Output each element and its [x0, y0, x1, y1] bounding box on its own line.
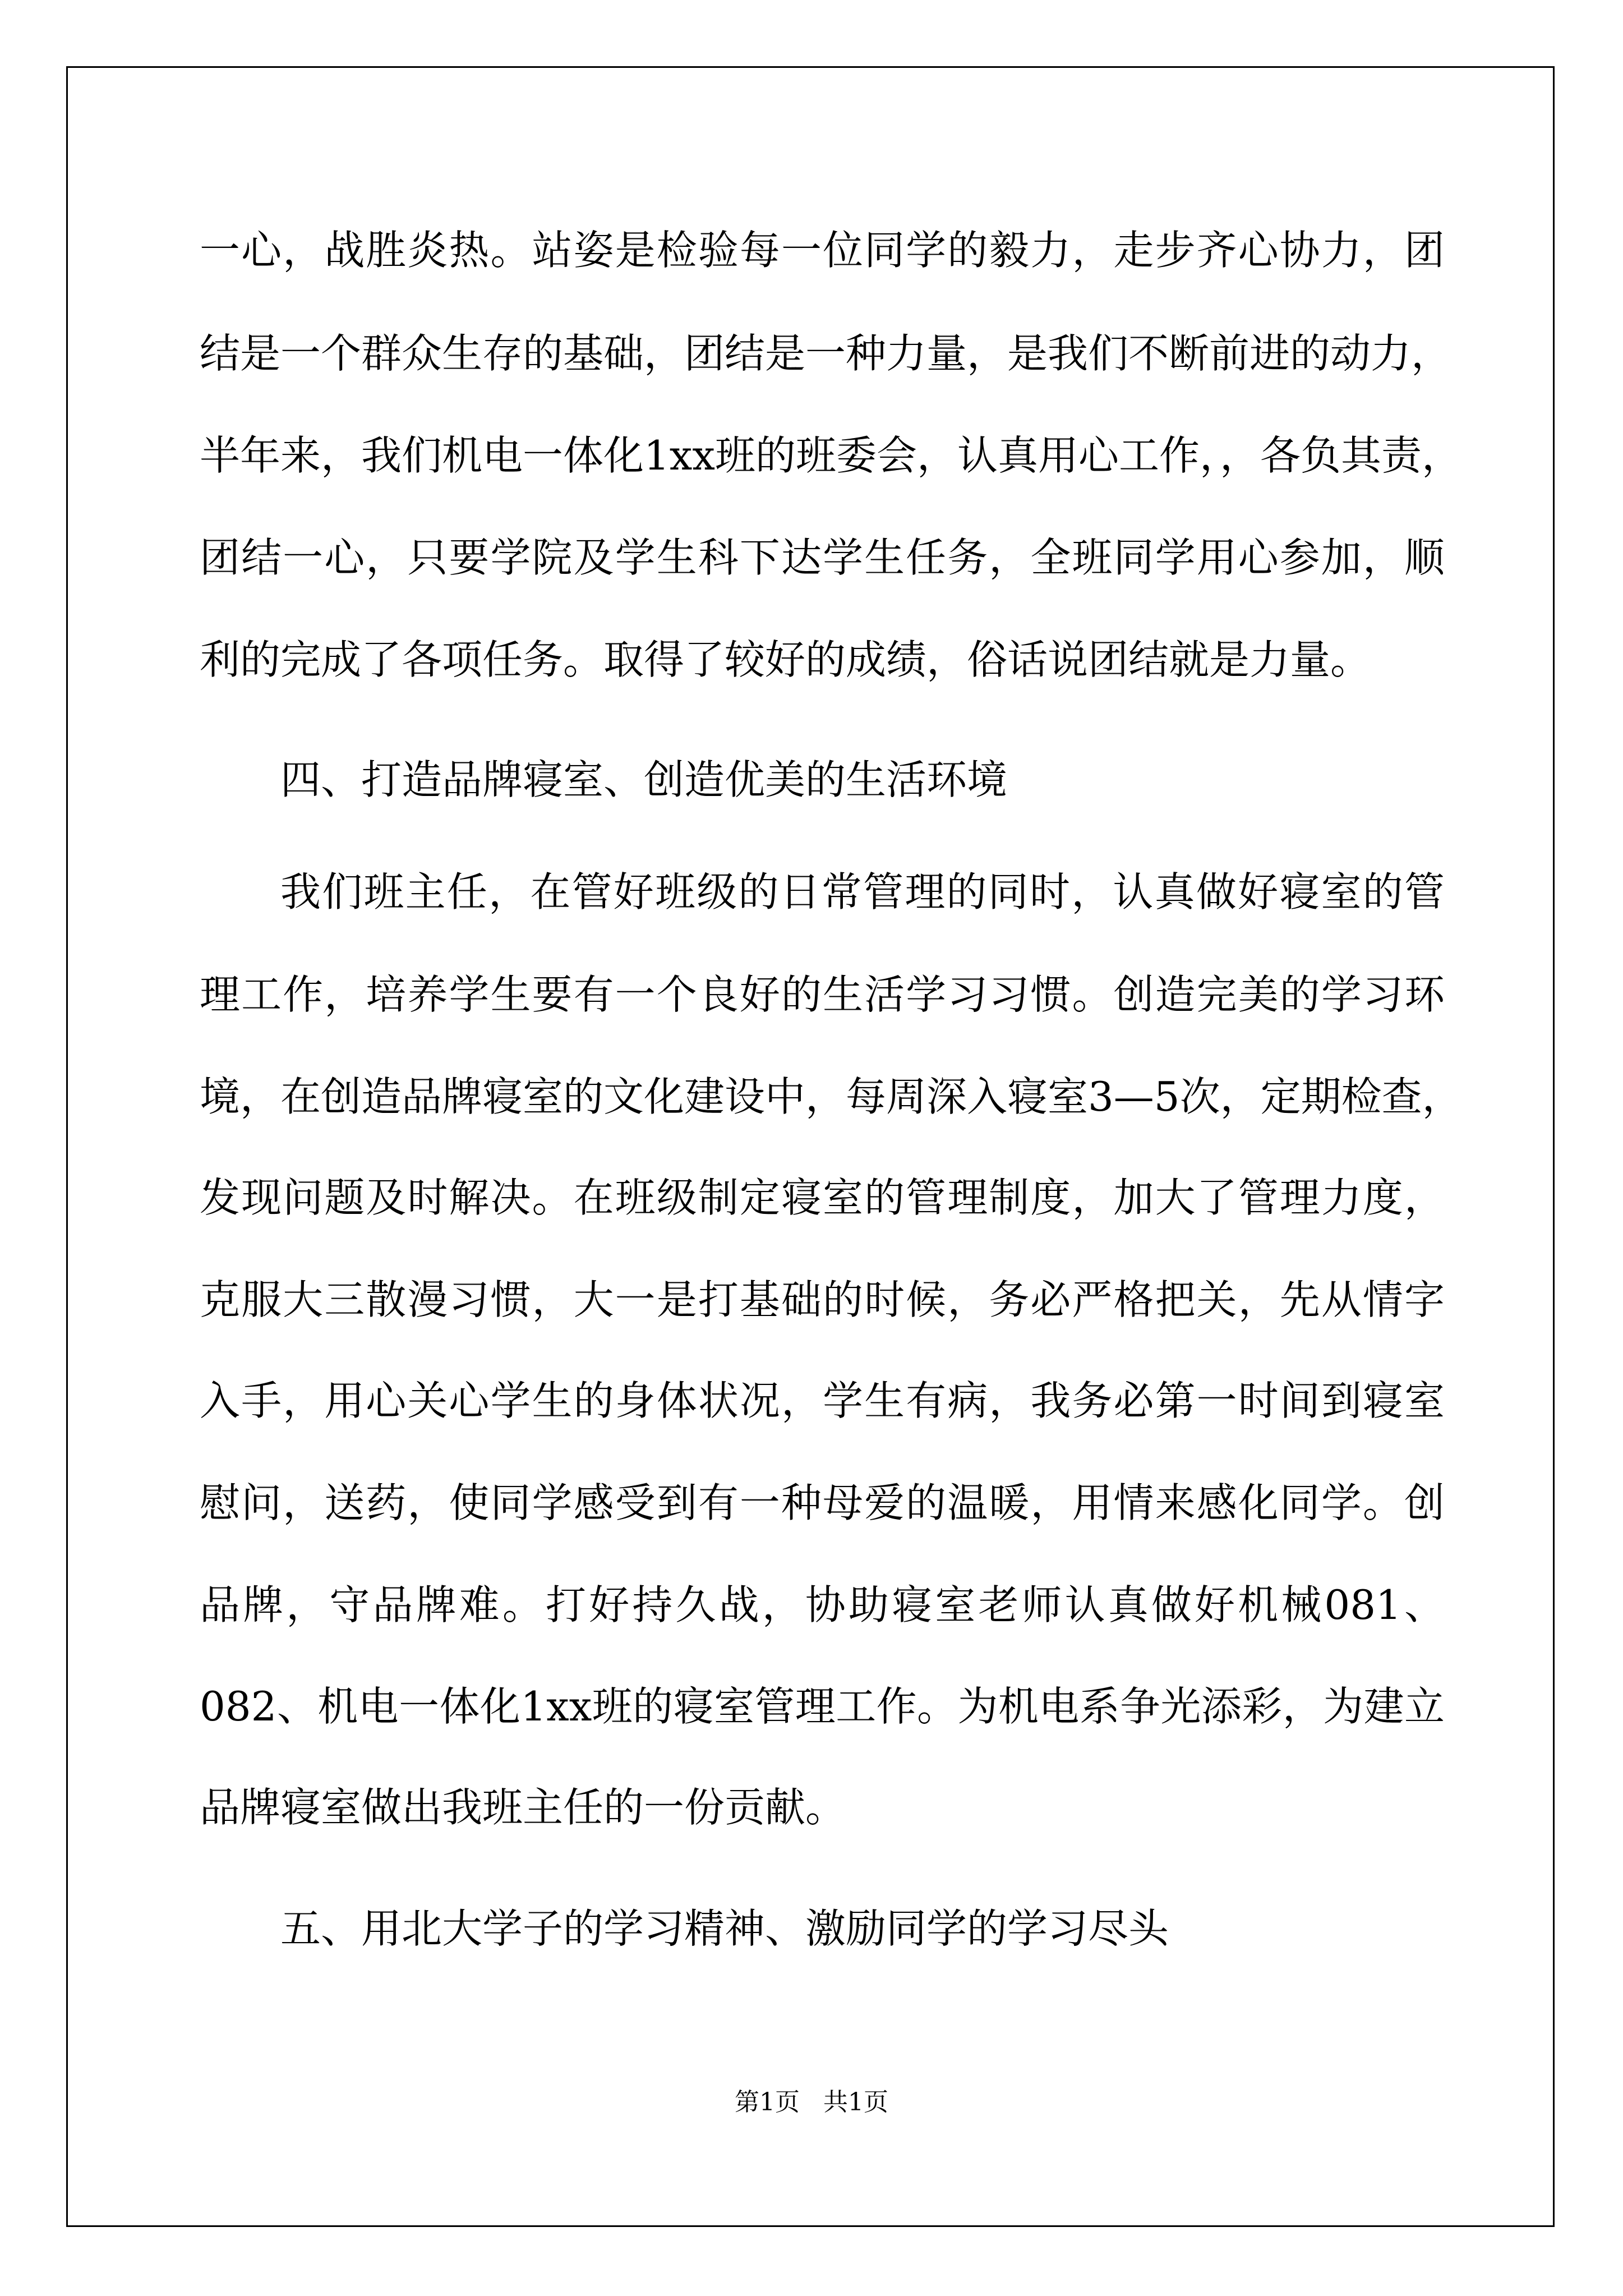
section-heading: 五、用北大学子的学习精神、激励同学的学习尽头 [280, 1905, 1169, 1952]
body-text-line: 品牌寝室做出我班主任的一份贡献。 [200, 1784, 846, 1831]
body-text-line: 082、机电一体化1xx班的寝室管理工作。为机电系争光添彩，为建立 [200, 1683, 1445, 1730]
body-text-line: 入手，用心关心学生的身体状况，学生有病，我务必第一时间到寝室 [200, 1377, 1445, 1424]
body-text-line: 发现问题及时解决。在班级制定寝室的管理制度，加大了管理力度， [200, 1174, 1445, 1221]
section-heading: 四、打造品牌寝室、创造优美的生活环境 [280, 756, 1008, 803]
body-text-line: 境，在创造品牌寝室的文化建设中，每周深入寝室3—5次，定期检查， [200, 1073, 1463, 1120]
body-text-line: 品牌，守品牌难。打好持久战，协助寝室老师认真做好机械081、 [200, 1581, 1445, 1628]
body-text-line: 团结一心，只要学院及学生科下达学生任务，全班同学用心参加，顺 [200, 534, 1445, 581]
body-text-line: 利的完成了各项任务。取得了较好的成绩，俗话说团结就是力量。 [200, 636, 1371, 683]
body-text-line: 慰问，送药，使同学感受到有一种母爱的温暖，用情来感化同学。创 [200, 1479, 1445, 1526]
body-text-line: 理工作，培养学生要有一个良好的生活学习习惯。创造完美的学习环 [200, 971, 1445, 1018]
body-text-line: 克服大三散漫习惯，大一是打基础的时候，务必严格把关，先从情字 [200, 1276, 1445, 1323]
page-number-footer: 第1页 共1页 [735, 2088, 888, 2116]
body-text-line: 半年来，我们机电一体化1xx班的班委会，认真用心工作，，各负其责， [200, 432, 1463, 479]
body-text-line: 我们班主任，在管好班级的日常管理的同时，认真做好寝室的管 [280, 868, 1445, 915]
body-text-line: 结是一个群众生存的基础，团结是一种力量，是我们不断前进的动力， [200, 330, 1452, 377]
body-text-line: 一心，战胜炎热。站姿是检验每一位同学的毅力，走步齐心协力，团 [200, 227, 1445, 274]
